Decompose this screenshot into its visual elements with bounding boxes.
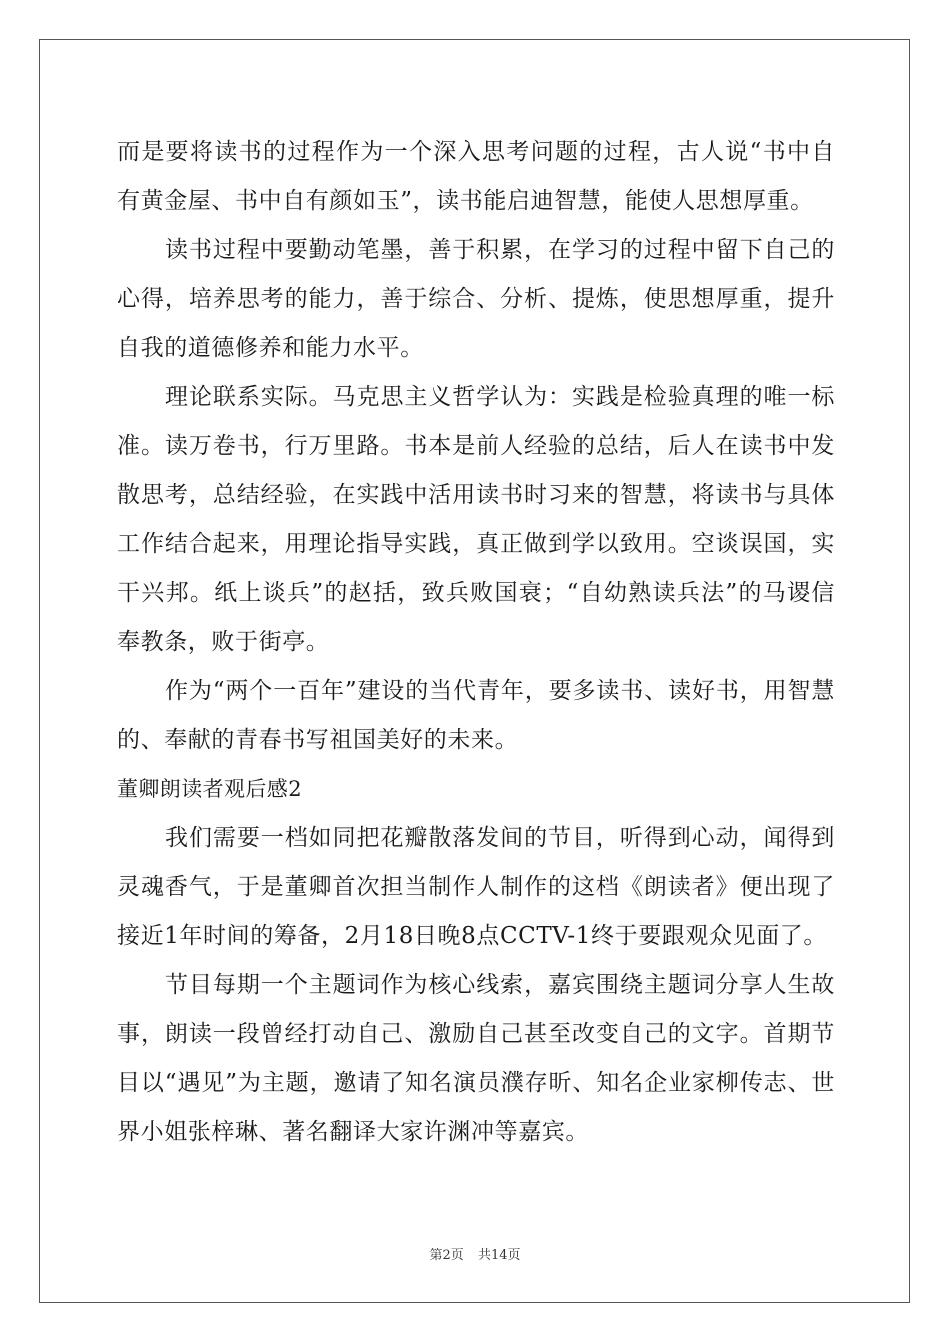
paragraph-youth: 作为“两个一百年”建设的当代青年，要多读书、读好书，用智慧的、奉献的青春书写祖国美好的未来。 bbox=[117, 678, 835, 753]
section-heading: 董卿朗读者观后感2 bbox=[117, 777, 302, 801]
page-number: 第2页 bbox=[429, 1248, 464, 1263]
page-total: 共14页 bbox=[477, 1248, 521, 1263]
paragraph-program-theme: 节目每期一个主题词作为核心线索，嘉宾围绕主题词分享人生故事，朗读一段曾经打动自己、激励自己甚至改变自己的文字。首期节目以“遇见”为主题，邀请了知名演员濮存昕、知名企业家柳传志、世界小姐张梓琳、著名翻译大家许渊冲等嘉宾。 bbox=[117, 972, 835, 1145]
page-footer bbox=[0, 1244, 950, 1263]
paragraph-theory-practice: 理论联系实际。马克思主义哲学认为：实践是检验真理的唯一标准。读万卷书，行万里路。书本是前人经验的总结，后人在读书中发散思考，总结经验，在实践中活用读书时习来的智慧，将读书与具体工作结合起来，用理论指导实践，真正做到学以致用。空谈误国，实干兴邦。纸上谈兵”的赵括，致兵败国衰；“自幼熟读兵法”的马谡信奉教条，败于街亭。 bbox=[117, 384, 835, 655]
paragraph-continuation: 而是要将读书的过程作为一个深入思考问题的过程，古人说“书中自有黄金屋、书中自有颜如玉”，读书能启迪智慧，能使人思想厚重。 bbox=[117, 139, 835, 214]
paragraph-reading-notes: 读书过程中要勤动笔墨，善于积累，在学习的过程中留下自己的心得，培养思考的能力，善于综合、分析、提炼，使思想厚重，提升自我的道德修养和能力水平。 bbox=[117, 237, 835, 361]
paragraph-program-intro: 我们需要一档如同把花瓣散落发间的节目，听得到心动，闻得到灵魂香气，于是董卿首次担当制作人制作的这档《朗读者》便出现了接近1年时间的筹备，2月18日晚8点CCTV-1终于要跟观众见面了。 bbox=[117, 825, 835, 949]
document-body bbox=[117, 128, 835, 1157]
